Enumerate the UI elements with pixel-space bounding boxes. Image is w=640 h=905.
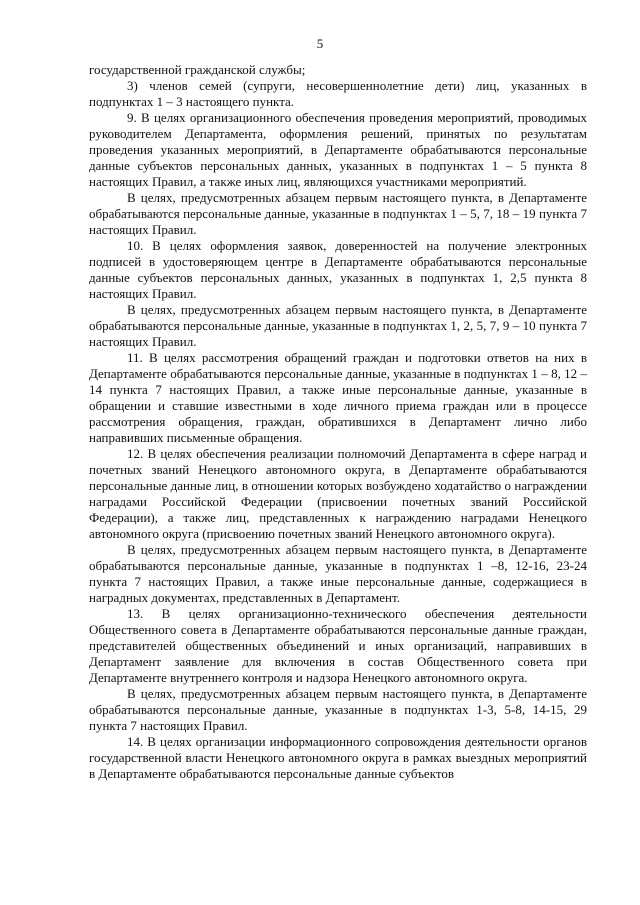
- paragraph-clause-10: 10. В целях оформления заявок, доверенностей на получение электронных подписей в удостоверяющем центре в Департаменте обрабатываются персональные данные субъектов персональных данных, указанных в подпунктах 1, 2,5 пункта 8 настоящих Правил.: [89, 238, 587, 301]
- page-number: 5: [316, 36, 324, 51]
- paragraph-clause-9: 9. В целях организационного обеспечения проведения мероприятий, проводимых руководителем Департамента, оформления решений, принятых по результатам проведения указанных мероприятий, в Департаменте обрабатываются персональные данные субъектов персональных данных, указанных в подпунктах 1 – 5 пункта 8 настоящих Правил, а также иных лиц, являющихся участниками мероприятий.: [89, 110, 587, 189]
- paragraph-clause-9-purpose: В целях, предусмотренных абзацем первым настоящего пункта, в Департаменте обрабатываются персональные данные, указанные в подпунктах 1 – 5, 7, 18 – 19 пункта 7 настоящих Правил.: [89, 190, 587, 237]
- paragraph-clause-12: 12. В целях обеспечения реализации полномочий Департамента в сфере наград и почетных званий Ненецкого автономного округа, в Департаменте обрабатываются персональные данные лиц, в отношении которых возбуждено ходатайство о награждении наградами Российской Федерации (присвоении почетных званий Российской Федерации), а также лиц, представленных к награждению наградами Ненецкого автономного округа (присвоению почетных званий Ненецкого автономного округа).: [89, 446, 587, 541]
- paragraph-continuation: государственной гражданской службы;: [89, 62, 306, 77]
- paragraph-clause-14: 14. В целях организации информационного сопровождения деятельности органов государственной власти Ненецкого автономного округа в рамках выездных мероприятий в Департаменте обрабатываются персональные данные субъектов: [89, 734, 587, 781]
- paragraph-clause-13-purpose: В целях, предусмотренных абзацем первым настоящего пункта, в Департаменте обрабатываются персональные данные, указанные в подпунктах 1-3, 5-8, 14-15, 29 пункта 7 настоящих Правил.: [89, 686, 587, 733]
- paragraph-clause-13: 13. В целях организационно-технического обеспечения деятельности Общественного совета в Департаменте обрабатываются персональные данные граждан, представителей общественных объединений и иных организаций, направивших в Департамент заявление для включения в состав Общественного совета при Департаменте внутреннего контроля и надзора Ненецкого автономного округа.: [89, 606, 587, 685]
- paragraph-clause-12-purpose: В целях, предусмотренных абзацем первым настоящего пункта, в Департаменте обрабатываются персональные данные, указанные в подпунктах 1 –8, 12-16, 23-24 пункта 7 настоящих Правил, а также иные персональные данные, содержащиеся в наградных документах, представленных в Департамент.: [89, 542, 587, 605]
- paragraph-clause-10-purpose: В целях, предусмотренных абзацем первым настоящего пункта, в Департаменте обрабатываются персональные данные, указанные в подпунктах 1, 2, 5, 7, 9 – 10 пункта 7 настоящих Правил.: [89, 302, 587, 349]
- document-body: [89, 62, 587, 782]
- paragraph-clause-11: 11. В целях рассмотрения обращений граждан и подготовки ответов на них в Департаменте обрабатываются персональные данные, указанные в подпунктах 1 – 8, 12 – 14 пункта 7 настоящих Правил, а также иные персональные данные, указанные в обращении и ставшие известными в ходе личного приема граждан или в процессе рассмотрения обращения, граждан, обратившихся в Департамент лично либо направивших письменные обращения.: [89, 350, 587, 445]
- paragraph-item-3: 3) членов семей (супруги, несовершеннолетние дети) лиц, указанных в подпунктах 1 – 3 настоящего пункта.: [89, 78, 587, 109]
